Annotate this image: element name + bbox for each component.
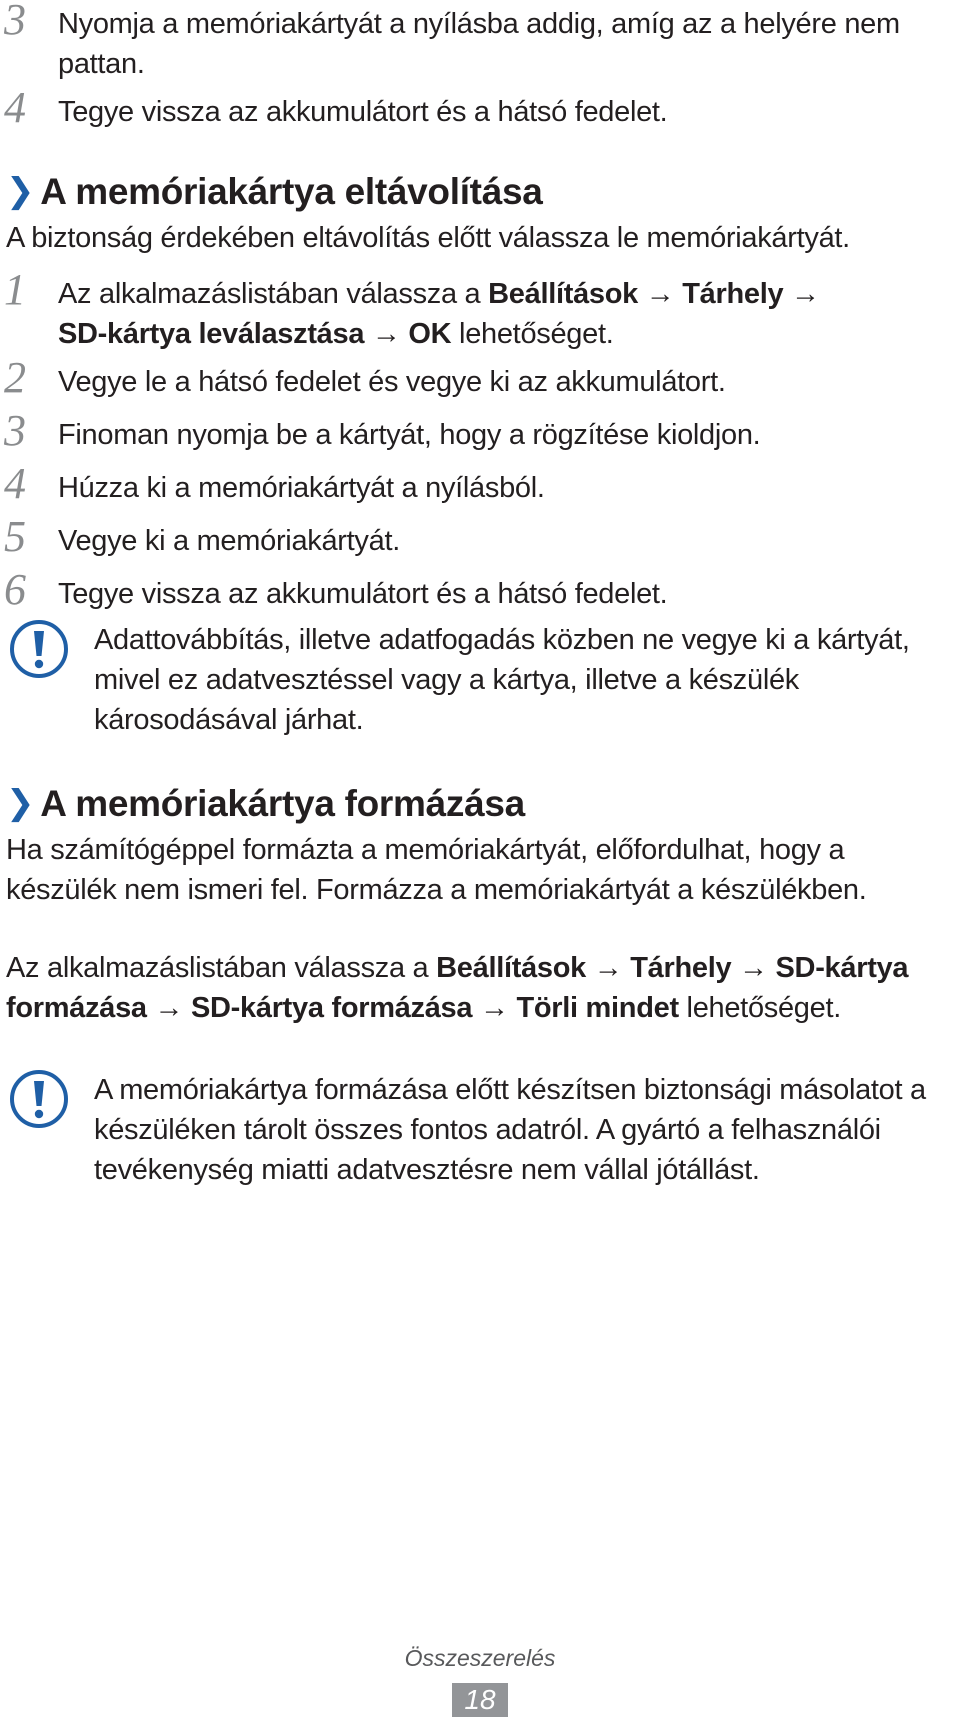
format-intro: Ha számítógéppel formázta a memóriakártyát, előfordulhat, hogy a készülék nem ismeri fel. Formázza a memóriakártyát a készülékben. — [6, 834, 867, 906]
remove-step-3 — [0, 406, 940, 455]
warning-text: Adattovábbítás, illetve adatfogadás közben ne vegye ki a kártyát, mivel ez adatvesztéssel vagy a kártya, illetve a készülék károsodásával járhat. — [94, 624, 910, 736]
warning-text: A memóriakártya formázása előtt készítsen biztonsági másolatot a készüléken tárolt összes fontos adatról. A gyártó a felhasználói tevékenység miatti adatvesztésre nem vállal jótállást. — [94, 1074, 926, 1186]
format-instruction: Az alkalmazáslistában válassza a Beállítások → Tárhely → SD-kártya formázása → SD-kártya formázása → Törli mindet lehetőséget. — [6, 952, 909, 1024]
warning-icon — [10, 1070, 68, 1128]
section-heading-remove — [6, 170, 543, 215]
arrow-icon: → — [154, 992, 184, 1024]
arrow-icon: → — [739, 952, 768, 984]
warning-format — [0, 1070, 950, 1190]
arrow-icon: → — [593, 952, 623, 984]
step-number: 2 — [4, 353, 26, 402]
step-3-insert — [0, 0, 940, 84]
step-number: 3 — [4, 406, 26, 455]
page-number: 18 — [452, 1683, 508, 1717]
step-number: 1 — [4, 265, 26, 314]
chevron-right-icon: ❯ — [6, 784, 35, 822]
remove-step-4 — [0, 459, 940, 508]
step-text: Tegye vissza az akkumulátort és a hátsó fedelet. — [58, 578, 668, 610]
warning-remove — [0, 620, 950, 740]
warning-icon — [10, 620, 68, 678]
heading-text: A memóriakártya formázása — [40, 783, 525, 824]
step-text: Húzza ki a memóriakártyát a nyílásból. — [58, 472, 545, 504]
step-number: 5 — [4, 512, 26, 561]
step-text: Nyomja a memóriakártyát a nyílásba addig, amíg az a helyére nem pattan. — [58, 8, 900, 80]
heading-text: A memóriakártya eltávolítása — [40, 171, 543, 212]
footer-section-label: Összeszerelés — [404, 1645, 556, 1671]
remove-step-2 — [0, 353, 940, 402]
step-text: Finoman nyomja be a kártyát, hogy a rögzítése kioldjon. — [58, 419, 761, 451]
step-text: Tegye vissza az akkumulátort és a hátsó fedelet. — [58, 96, 668, 128]
step-number: 4 — [4, 83, 26, 132]
arrow-icon: → — [791, 278, 820, 310]
step-4-replace — [0, 83, 940, 132]
remove-step-5 — [0, 512, 940, 561]
step-text: Vegye ki a memóriakártyát. — [58, 525, 400, 557]
step-number: 6 — [4, 565, 26, 614]
step-text: Az alkalmazáslistában válassza a Beállítások → Tárhely → SD-kártya leválasztása → OK lehetőséget. — [58, 278, 820, 350]
step-text: Vegye le a hátsó fedelet és vegye ki az akkumulátort. — [58, 366, 726, 398]
arrow-icon: → — [371, 318, 401, 350]
chevron-right-icon: ❯ — [6, 172, 35, 210]
section-heading-format — [6, 782, 525, 827]
remove-intro: A biztonság érdekében eltávolítás előtt válassza le memóriakártyát. — [6, 222, 850, 254]
arrow-icon: → — [479, 992, 509, 1024]
step-number: 4 — [4, 459, 26, 508]
remove-step-1 — [0, 265, 940, 354]
remove-step-6 — [0, 565, 940, 614]
step-number: 3 — [4, 0, 26, 44]
arrow-icon: → — [645, 278, 675, 310]
